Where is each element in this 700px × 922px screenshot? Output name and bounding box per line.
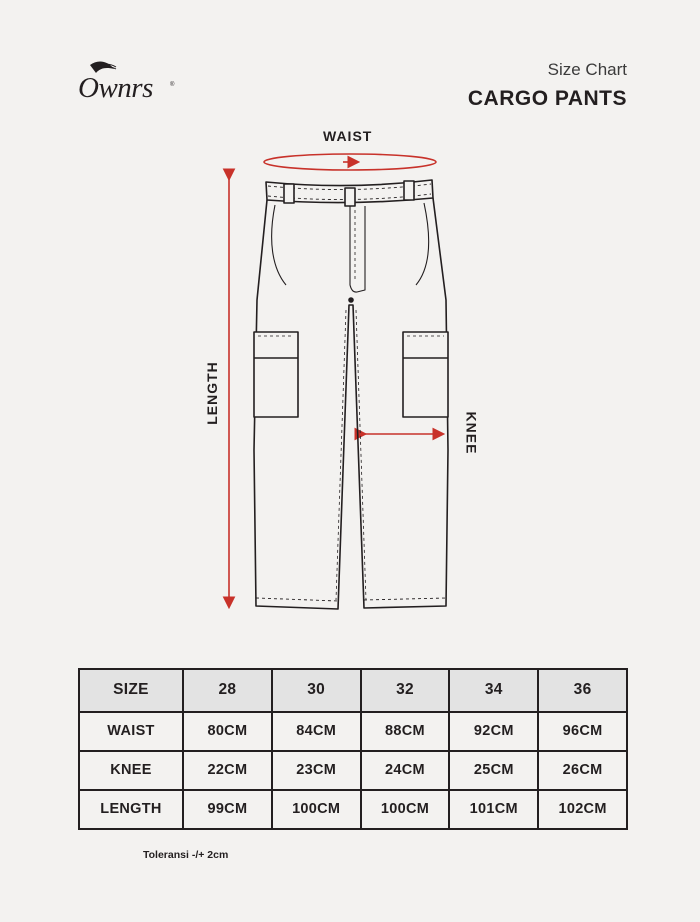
table-cell: 102CM (538, 790, 627, 829)
tolerance-note: Toleransi -/+ 2cm (143, 849, 229, 861)
table-cell: 92CM (449, 712, 538, 751)
table-cell: 84CM (272, 712, 361, 751)
header-cell: 30 (272, 669, 361, 712)
pants-outline (254, 180, 448, 609)
row-label: KNEE (79, 751, 183, 790)
brand-name: Ownrs (78, 72, 153, 104)
header-cell: 36 (538, 669, 627, 712)
table-cell: 25CM (449, 751, 538, 790)
table-cell: 80CM (183, 712, 272, 751)
table-row (79, 712, 627, 751)
header-cell: 28 (183, 669, 272, 712)
table-cell: 88CM (361, 712, 450, 751)
registered-mark: ® (170, 82, 175, 88)
page-title: CARGO PANTS (467, 87, 627, 110)
table-row (79, 790, 627, 829)
page-subtitle: Size Chart (547, 60, 627, 79)
table-cell: 100CM (361, 790, 450, 829)
row-label: WAIST (79, 712, 183, 751)
table-cell: 26CM (538, 751, 627, 790)
size-table (78, 668, 628, 830)
table-row (79, 751, 627, 790)
waist-label: WAIST (323, 128, 373, 144)
table-cell: 99CM (183, 790, 272, 829)
table-cell: 96CM (538, 712, 627, 751)
table-cell: 22CM (183, 751, 272, 790)
length-label: LENGTH (203, 361, 220, 425)
header-cell: 34 (449, 669, 538, 712)
table-cell: 24CM (361, 751, 450, 790)
row-label: LENGTH (79, 790, 183, 829)
knee-label: KNEE (463, 411, 480, 455)
header-size: SIZE (79, 669, 183, 712)
table-header-row (79, 669, 627, 712)
header-cell: 32 (361, 669, 450, 712)
table-cell: 101CM (449, 790, 538, 829)
table-cell: 100CM (272, 790, 361, 829)
waist-measure-arrow (264, 154, 436, 170)
table-cell: 23CM (272, 751, 361, 790)
